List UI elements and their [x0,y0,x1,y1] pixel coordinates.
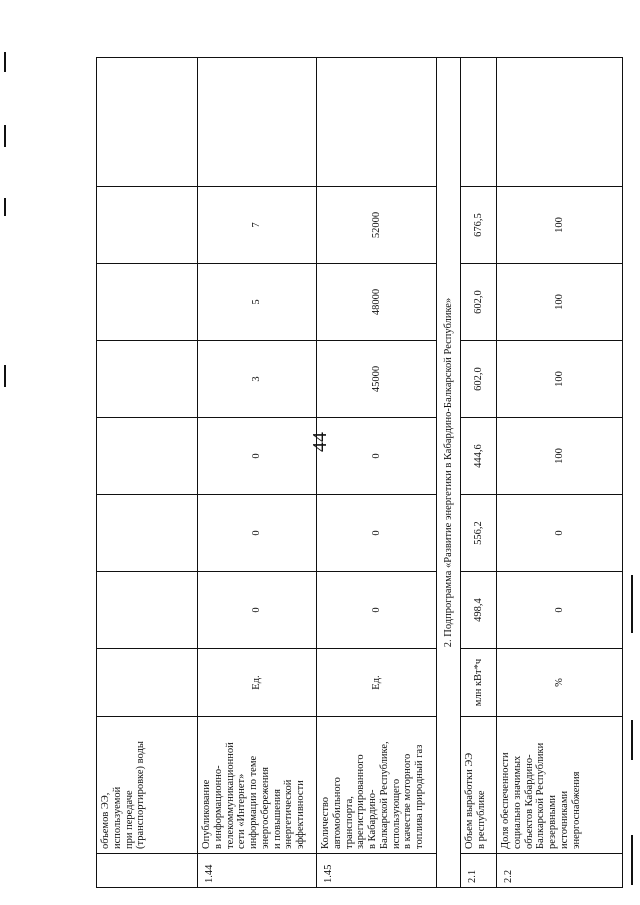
indicator-name: Доля обеспеченности социально значимых объектов Кабардино- Балкарской Республики резервными источниками энергоснабжения [497,717,623,854]
value-cell [97,264,198,341]
unit-cell [97,649,198,717]
margin-mark [4,125,6,147]
indicator-table [96,57,623,888]
subprogram-heading: 2. Подпрограмма «Развитие энергетики в Кабардино-Балкарской Республике» [437,58,461,888]
value-cell: 3 [198,341,317,418]
value-cell: 602,0 [461,264,497,341]
page-number: 44 [309,432,331,452]
value-cell: 7 [198,187,317,264]
value-cell: 48000 [317,264,437,341]
value-cell: 0 [317,418,437,495]
margin-mark [631,575,633,633]
indicator-name: Опубликование в информационно- телекоммуникационной сети «Интернет» информации по теме энергосбережения и повышения энергетической эффективности [198,717,317,854]
value-cell [198,58,317,187]
value-cell: 100 [497,187,623,264]
row-number: 2.1 [461,854,497,888]
value-cell [497,58,623,187]
value-cell: 444,6 [461,418,497,495]
table-row [97,58,198,888]
table-row [497,58,623,888]
value-cell: 498,4 [461,572,497,649]
unit-cell: млн кВт*ч [461,649,497,717]
row-number: 1.45 [317,854,437,888]
margin-mark [631,720,633,760]
value-cell: 0 [497,572,623,649]
value-cell [97,495,198,572]
value-cell [317,58,437,187]
value-cell: 0 [198,495,317,572]
unit-cell: Ед. [317,649,437,717]
value-cell: 676,5 [461,187,497,264]
value-cell: 100 [497,264,623,341]
table-row [317,58,437,888]
subprogram-row [437,58,461,888]
value-cell: 0 [317,572,437,649]
indicator-name: Объем выработки ЭЭ в республике [461,717,497,854]
value-cell: 602,0 [461,341,497,418]
unit-cell: Ед. [198,649,317,717]
row-number [97,854,198,888]
margin-mark [4,365,6,387]
value-cell [97,341,198,418]
value-cell [97,418,198,495]
value-cell: 0 [497,495,623,572]
indicator-table-container [96,58,622,888]
table-row [461,58,497,888]
indicator-name: объемов ЭЭ, используемой при передаче (транспортировке) воды [97,717,198,854]
value-cell: 45000 [317,341,437,418]
value-cell: 100 [497,418,623,495]
value-cell: 52000 [317,187,437,264]
value-cell: 100 [497,341,623,418]
value-cell: 556,2 [461,495,497,572]
margin-mark [631,835,633,885]
margin-mark [4,198,6,216]
value-cell: 0 [198,418,317,495]
value-cell [97,187,198,264]
row-number: 1.44 [198,854,317,888]
indicator-name: Количество автомобильного транспорта, зарегистрированного в Кабардино- Балкарской Республике, использующего в качестве моторного топлива природный газ [317,717,437,854]
value-cell: 0 [198,572,317,649]
unit-cell: % [497,649,623,717]
row-number: 2.2 [497,854,623,888]
value-cell [97,572,198,649]
value-cell [97,58,198,187]
value-cell: 5 [198,264,317,341]
value-cell: 0 [317,495,437,572]
margin-mark [4,52,6,72]
value-cell [461,58,497,187]
table-row [198,58,317,888]
